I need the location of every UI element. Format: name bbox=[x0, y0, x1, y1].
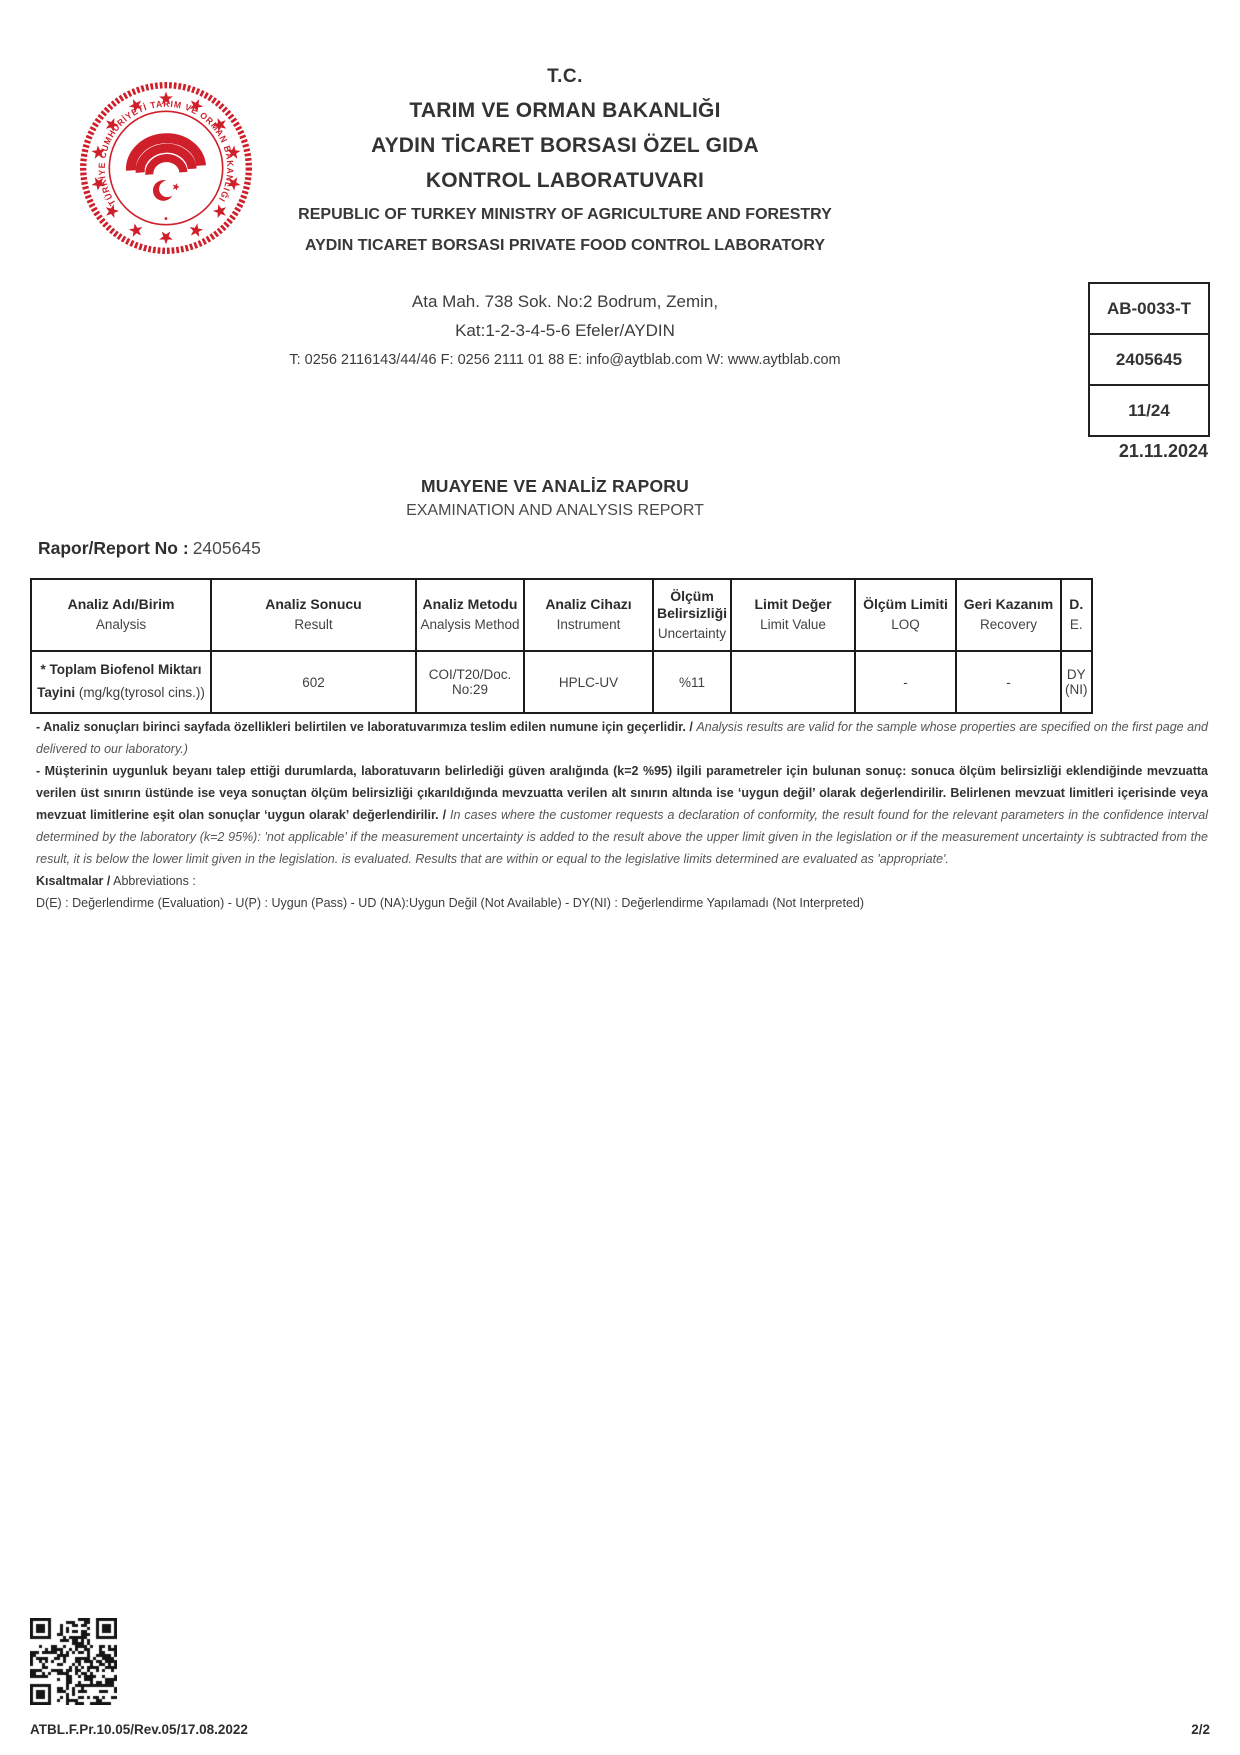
cell-result: 602 bbox=[211, 651, 416, 713]
page-number: 2/2 bbox=[1191, 1722, 1210, 1737]
cell-limit-value bbox=[731, 651, 855, 713]
cell-loq: - bbox=[855, 651, 956, 713]
col-uncertainty-tr: Ölçüm Belirsizliği bbox=[657, 587, 728, 622]
col-evaluation-en: E. bbox=[1069, 616, 1083, 632]
col-instrument-en: Instrument bbox=[556, 616, 621, 632]
footnotes bbox=[36, 716, 1208, 914]
col-method-tr: Analiz Metodu bbox=[422, 596, 518, 613]
col-method bbox=[416, 579, 524, 651]
seal-crescent-star bbox=[153, 180, 181, 201]
footnote-1 bbox=[36, 716, 1208, 760]
report-number-value: 2405645 bbox=[192, 538, 261, 558]
cell-evaluation: DY (NI) bbox=[1061, 651, 1092, 713]
analysis-name: * Toplam Biofenol Miktarı Tayini bbox=[37, 662, 202, 700]
page-footer bbox=[30, 1722, 1210, 1737]
col-analysis bbox=[31, 579, 211, 651]
col-evaluation-tr: D. bbox=[1069, 596, 1084, 613]
document-code: ATBL.F.Pr.10.05/Rev.05/17.08.2022 bbox=[30, 1722, 248, 1737]
report-number-label: Rapor/Report No : bbox=[38, 538, 189, 558]
contact-line: T: 0256 2116143/44/46 F: 0256 2111 01 88 E: info@aytblab.com W: www.aytblab.com bbox=[289, 352, 841, 368]
col-method-en: Analysis Method bbox=[420, 616, 520, 632]
cell-method: COI/T20/Doc. No:29 bbox=[416, 651, 524, 713]
footnote-2-en: In cases where the customer requests a declaration of conformity, the result found for the relevant parameters in the confidence interval determined by the laboratory (k=2 95%): 'not applicable' if the measurement uncertainty is added to the result above the upper limit given in the legislation or if the measurement uncertainty is subtracted from the result, it is below the lower limit given in the legislation. is evaluated. Results that are within or equal to the legislative limits determined are evaluated as 'appropriate'. bbox=[36, 808, 1208, 866]
accreditation-box bbox=[1088, 282, 1210, 437]
col-loq-tr: Ölçüm Limiti bbox=[863, 596, 948, 613]
cell-analysis bbox=[31, 651, 211, 713]
report-title-en: EXAMINATION AND ANALYSIS REPORT bbox=[406, 502, 704, 519]
analysis-table bbox=[30, 578, 1093, 714]
header-ministry-en-1: REPUBLIC OF TURKEY MINISTRY OF AGRICULTURE AND FORESTRY bbox=[298, 206, 832, 223]
table-row bbox=[31, 651, 1092, 713]
col-analysis-tr: Analiz Adı/Birim bbox=[67, 596, 175, 613]
address-block bbox=[250, 292, 880, 368]
footnote-1-en: Analysis results are valid for the sample whose properties are specified on the first page and delivered to our laboratory.) bbox=[36, 720, 1209, 756]
ministry-seal-logo bbox=[76, 78, 256, 258]
col-result-tr: Analiz Sonucu bbox=[265, 596, 362, 613]
table-header-row bbox=[31, 579, 1092, 651]
qr-code bbox=[30, 1618, 117, 1705]
col-result-en: Result bbox=[294, 616, 333, 632]
accreditation-report-no: 2405645 bbox=[1090, 333, 1208, 384]
col-loq bbox=[855, 579, 956, 651]
header-ministry-en-2: AYDIN TICARET BORSASI PRIVATE FOOD CONTROL LABORATORY bbox=[304, 237, 826, 254]
footnote-2 bbox=[36, 760, 1208, 870]
abbreviations-label-en: Abbreviations : bbox=[113, 874, 196, 888]
header-tc: T.C. bbox=[547, 66, 583, 87]
col-recovery bbox=[956, 579, 1061, 651]
col-limit-value-tr: Limit Değer bbox=[754, 596, 832, 613]
seal-rope-ring bbox=[83, 85, 249, 251]
header-ministry-tr-3: KONTROL LABORATUVARI bbox=[425, 169, 705, 192]
abbreviations-label bbox=[36, 870, 1208, 892]
accreditation-code: AB-0033-T bbox=[1106, 299, 1192, 318]
col-recovery-en: Recovery bbox=[980, 616, 1038, 632]
abbreviations-text: D(E) : Değerlendirme (Evaluation) - U(P) : Uygun (Pass) - UD (NA):Uygun Değil (Not Available) - DY(NI) : Değerlendirme Yapılamadı (Not Interpreted) bbox=[36, 896, 865, 910]
cell-uncertainty: %11 bbox=[653, 651, 731, 713]
col-limit-value bbox=[731, 579, 855, 651]
report-date: 21.11.2024 bbox=[1118, 441, 1208, 461]
cell-instrument: HPLC-UV bbox=[524, 651, 653, 713]
report-title-tr: MUAYENE VE ANALİZ RAPORU bbox=[421, 476, 689, 496]
seal-bottom-dot: • bbox=[164, 214, 168, 226]
col-result bbox=[211, 579, 416, 651]
col-recovery-tr: Geri Kazanım bbox=[963, 596, 1054, 613]
seal-circular-text: TÜRKİYE CUMHURİYETİ TARIM VE ORMAN BAKANLIĞI bbox=[96, 98, 236, 208]
col-analysis-en: Analysis bbox=[95, 616, 147, 632]
col-instrument bbox=[524, 579, 653, 651]
address-line-1: Ata Mah. 738 Sok. No:2 Bodrum, Zemin, bbox=[411, 292, 719, 311]
col-evaluation bbox=[1061, 579, 1092, 651]
address-line-2: Kat:1-2-3-4-5-6 Efeler/AYDIN bbox=[455, 321, 675, 340]
col-uncertainty bbox=[653, 579, 731, 651]
ministry-header bbox=[250, 66, 880, 255]
col-limit-value-en: Limit Value bbox=[760, 616, 826, 632]
accreditation-period: 11/24 bbox=[1090, 384, 1208, 435]
header-ministry-tr-2: AYDIN TİCARET BORSASI ÖZEL GIDA bbox=[371, 134, 759, 157]
footnote-1-tr: - Analiz sonuçları birinci sayfada özellikleri belirtilen ve laboratuvarımıza teslim edilen numune için geçerlidir. / bbox=[36, 720, 693, 734]
report-title-block bbox=[0, 476, 1110, 520]
report-number-line bbox=[38, 538, 261, 559]
header-ministry-tr-1: TARIM VE ORMAN BAKANLIĞI bbox=[409, 99, 721, 122]
abbreviations-label-tr: Kısaltmalar / bbox=[36, 874, 111, 888]
analysis-unit: (mg/kg(tyrosol cins.)) bbox=[75, 685, 205, 700]
col-instrument-tr: Analiz Cihazı bbox=[545, 596, 632, 613]
footnote-2-tr: - Müşterinin uygunluk beyanı talep ettiği durumlarda, laboratuvarın belirlediği güven aralığında (k=2 %95) ilgili parametreler için bulunan sonuç: sonuca ölçüm belirsizliği eklendiğinde mevzuatta verilen üst sınırın üstünde ise veya sonuçtan ölçüm belirsizliği çıkarıldığında mevzuatta verilen alt sınırın altında ise ‘uygun değil’ olarak değerlendirilir. Belirlenen mevzuat limitleri içerisinde veya mevzuat limitlerine eşit olan sonuçlar ‘uygun olarak’ değerlendirilir. / bbox=[36, 764, 1208, 822]
col-loq-en: LOQ bbox=[891, 616, 920, 632]
col-uncertainty-en: Uncertainty bbox=[657, 625, 727, 641]
cell-recovery: - bbox=[956, 651, 1061, 713]
seal-arcs-emblem bbox=[129, 136, 201, 176]
